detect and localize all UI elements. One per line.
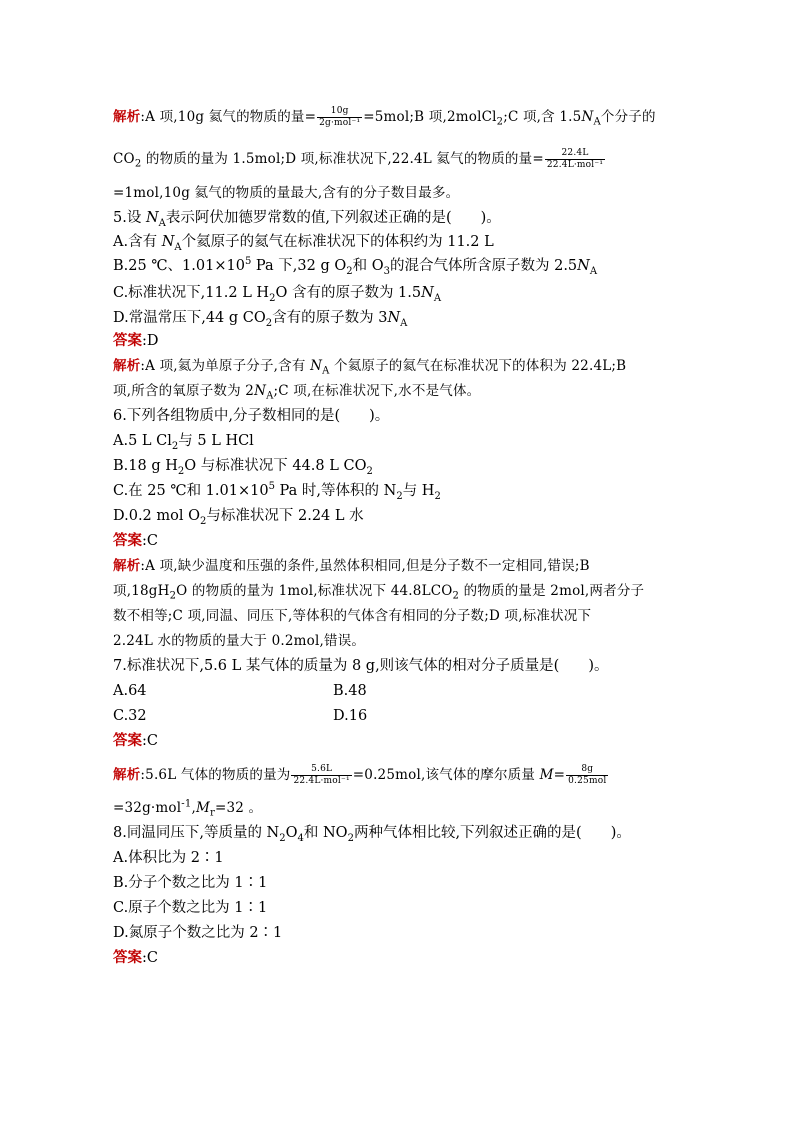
q7-option-a: A.64 [113, 683, 147, 699]
q7-option-d: D.16 [333, 708, 368, 724]
explanation-label: 解析 [113, 558, 141, 574]
q8-stem: 8.同温同压下,等质量的 $N_2O_4$和 $NO_2$两种气体相比较,下列叙述正确的是( )。 [113, 825, 631, 844]
answer-label: 答案 [113, 949, 142, 966]
q5-option-d: D.常温常压下,44 g $CO_2$含有的原子数为 $3N_A$ [113, 310, 408, 329]
q6-stem: 6.下列各组物质中,分子数相同的是( )。 [113, 408, 390, 424]
q6-explanation-line-1: 解析:A 项,缺少温度和压强的条件,虽然体积相同,但是分子数不一定相同,错误;B [113, 558, 590, 574]
fraction: $\frac{8g}{\text{0.25mol}}$ [568, 764, 607, 786]
q7-option-c: C.32 [113, 708, 147, 724]
q7-options-row-2 [113, 706, 368, 726]
q5-stem: 5.设 $N_A$表示阿伏加德罗常数的值,下列叙述正确的是( )。 [113, 210, 501, 229]
explanation-label: 解析 [113, 767, 141, 783]
q8-option-c: C.原子个数之比为 1∶1 [113, 900, 268, 916]
q4-explanation-line-3: =1mol,10g 氦气的物质的量最大,含有的分子数目最多。 [113, 185, 460, 201]
q7-options-row-1 [113, 681, 367, 701]
q7-stem: 7.标准状况下,5.6 L 某气体的质量为 8 g,则该气体的相对分子质量是( )。 [113, 658, 609, 674]
fraction: $\frac{5.6L}{\text{22.4L·mol⁻¹}}$ [293, 764, 350, 786]
q7-option-b: B.48 [333, 683, 367, 699]
q8-option-d: D.氮原子个数之比为 2∶1 [113, 925, 283, 941]
explanation-label: 解析 [113, 109, 141, 125]
q6-explanation-line-3: 数不相等;C 项,同温、同压下,等体积的气体含有相同的分子数;D 项,标准状况下 [113, 608, 592, 624]
fraction: $\frac{10g}{\text{2g·mol⁻¹}}$ [319, 106, 361, 128]
q6-explanation-line-4: 2.24L 水的物质的量大于 0.2mol,错误。 [113, 633, 366, 649]
explanation-label: 解析 [113, 358, 141, 374]
answer-label: 答案 [113, 332, 142, 349]
q4-explanation-line-2: $CO_2$ 的物质的量为 1.5mol;D 项,标准状况下,22.4L 氦气的物质的量= $\frac{22.4L}{\text{22.4L·mol⁻¹}}$ [113, 148, 604, 170]
q6-option-c: C.在 25 ℃和 $1.01\times 10^5$ Pa 时,等体积的 $N_2$与 $H_2$ [113, 481, 441, 502]
q5-option-c: C.标准状况下,11.2 L $H_2O$ 含有的原子数为 $1.5N_A$ [113, 285, 442, 304]
q6-option-d: D.0.2 mol $O_2$与标准状况下 2.24 L 水 [113, 508, 364, 527]
answer-label: 答案 [113, 532, 142, 549]
q5-option-a: A.含有 $N_A$个氦原子的氦气在标准状况下的体积约为 11.2 L [113, 234, 494, 253]
q4-explanation-line-1: 解析:A 项,10g 氦气的物质的量= $\frac{10g}{\text{2g·mol⁻¹}}$ =5mol;B 项,2molCl$_2$;C 项,含 $1.5N_A$个分子的 [113, 106, 656, 128]
q6-answer: 答案:C [113, 532, 158, 549]
q6-explanation-line-2: 项$,18gH_2O$ 的物质的量为 1mol,标准状况下 $44.8LCO_2$ 的物质的量是 2mol,两者分子 [113, 583, 645, 602]
q8-answer: 答案:C [113, 949, 158, 966]
fraction: $\frac{22.4L}{\text{22.4L·mol⁻¹}}$ [546, 148, 604, 170]
q5-explanation-line-2: 项,所含的氧原子数为 $2N_A;C$ 项,在标准状况下,水不是气体。 [113, 383, 481, 402]
q7-explanation-line-1: 解析:5.6L 气体的物质的量为 $\frac{5.6L}{\text{22.4L·mol⁻¹}}$ =0.25mol,该气体的摩尔质量 M= $\frac{8g}{\text{0.25mol}}$ [113, 764, 607, 786]
q6-option-b: B.18 g $H_2O$ 与标准状况下 44.8 L $CO_2$ [113, 458, 373, 477]
q7-explanation-line-2: $=32g\cdot mol^{-1},M_r=32$ 。 [113, 798, 263, 819]
q7-answer: 答案:C [113, 732, 158, 749]
q5-option-b: B.25 ℃、$1.01\times 10^5$ Pa 下,32 g $O_2$和 $O_3$的混合气体所含原子数为 $2.5N_A$ [113, 256, 598, 277]
q8-option-b: B.分子个数之比为 1∶1 [113, 875, 268, 891]
q5-explanation-line-1: 解析:A 项,氦为单原子分子,含有 $N_A$ 个氦原子的氦气在标准状况下的体积为 22.4L;B [113, 358, 627, 377]
q8-option-a: A.体积比为 2∶1 [113, 850, 224, 866]
q6-option-a: A.5 L $Cl_2$与 5 L HCl [113, 433, 254, 452]
q5-answer: 答案:D [113, 332, 159, 349]
answer-label: 答案 [113, 732, 142, 749]
